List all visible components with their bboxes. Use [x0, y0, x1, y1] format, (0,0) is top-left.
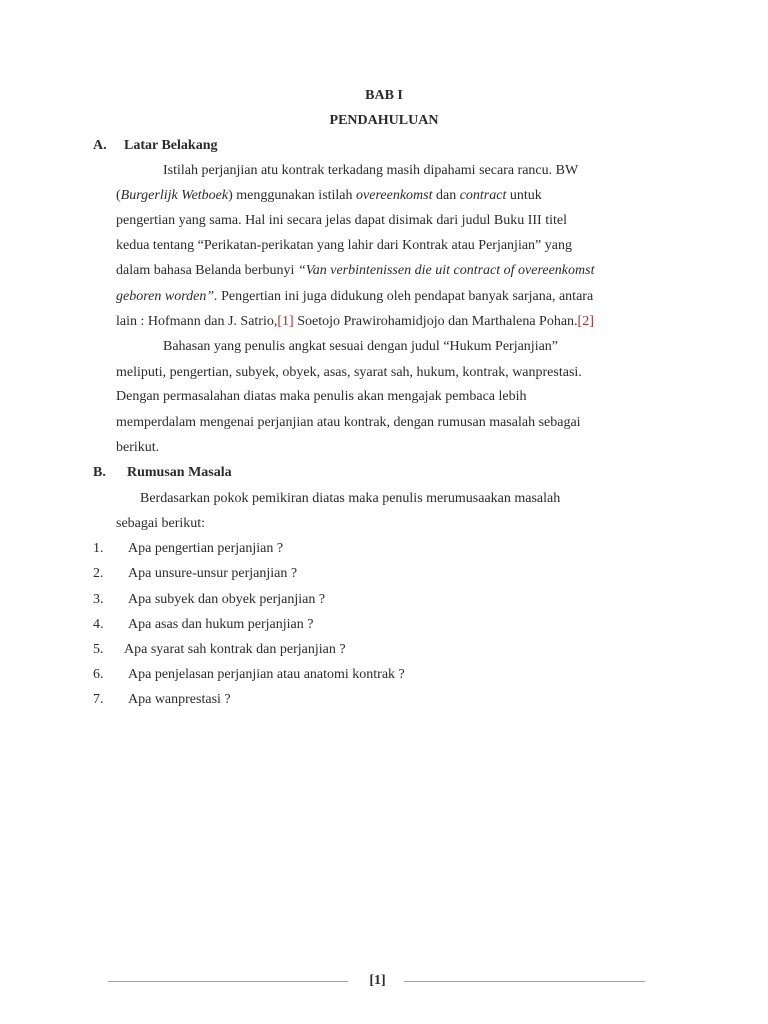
section-a-heading: Latar Belakang — [124, 138, 218, 153]
list-item-text: Apa penjelasan perjanjian atau anatomi kontrak ? — [128, 667, 405, 682]
footnote-ref-2[interactable]: [2] — [577, 314, 594, 329]
list-item-text: Apa unsure-unsur perjanjian ? — [128, 566, 298, 581]
list-item-number: 6. — [93, 667, 104, 682]
list-item-text: Apa asas dan hukum perjanjian ? — [128, 617, 314, 632]
page-number: [1] — [369, 973, 386, 988]
footnote-ref-1[interactable]: [1] — [277, 314, 294, 329]
list-item-text: Apa wanprestasi ? — [128, 692, 231, 707]
chapter-title: PENDAHULUAN — [329, 113, 439, 128]
list-item-number: 7. — [93, 692, 104, 707]
list-item-number: 3. — [93, 592, 104, 607]
text-fragment: Pengertian ini juga didukung oleh pendapat banyak sarjana, antara — [217, 289, 594, 304]
text-fragment: dan — [432, 188, 460, 203]
para-a2-line4: memperdalam mengenai perjanjian atau kontrak, dengan rumusan masalah sebagai — [116, 415, 581, 430]
para-a2-line3: Dengan permasalahan diatas maka penulis akan mengajak pembaca lebih — [116, 389, 527, 404]
para-a2-line2: meliputi, pengertian, subyek, obyek, asas, syarat sah, hukum, kontrak, wanprestasi. — [116, 365, 582, 380]
para-a1-line7 — [116, 314, 594, 330]
term-burgerlijk-wetboek: Burgerlijk Wetboek — [120, 188, 229, 203]
text-fragment: dalam bahasa Belanda berbunyi — [116, 263, 298, 278]
footer-rule-right — [404, 981, 645, 982]
dutch-quote-end: geboren worden”. — [116, 289, 218, 304]
term-contract: contract — [459, 188, 507, 203]
section-b-number: B. — [93, 465, 106, 480]
para-a1-line4: kedua tentang “Perikatan-perikatan yang lahir dari Kontrak atau Perjanjian” yang — [116, 238, 572, 253]
text-fragment: untuk — [506, 188, 542, 203]
list-item-number: 1. — [93, 541, 104, 556]
section-b-intro-line2: sebagai berikut: — [116, 516, 206, 531]
section-b-heading: Rumusan Masala — [127, 465, 232, 480]
term-overeenkomst: overeenkomst — [356, 188, 433, 203]
para-a2-line1: Bahasan yang penulis angkat sesuai dengan judul “Hukum Perjanjian” — [163, 339, 559, 354]
dutch-quote: “Van verbintenissen die uit contract of overeenkomst — [297, 263, 595, 278]
list-item-number: 4. — [93, 617, 104, 632]
paren-open: ( — [116, 188, 121, 203]
list-item-text: Apa pengertian perjanjian ? — [128, 541, 284, 556]
text-fragment: lain : Hofmann dan J. Satrio, — [116, 314, 278, 329]
para-a2-line5: berikut. — [116, 440, 160, 455]
text-fragment: ) menggunakan istilah — [228, 188, 357, 203]
list-item-text: Apa subyek dan obyek perjanjian ? — [128, 592, 326, 607]
list-item-text: Apa syarat sah kontrak dan perjanjian ? — [124, 642, 346, 657]
section-a-number: A. — [93, 138, 107, 153]
chapter-label: BAB I — [365, 88, 403, 103]
para-a1-line3: pengertian yang sama. Hal ini secara jelas dapat disimak dari judul Buku III titel — [116, 213, 567, 228]
list-item-number: 2. — [93, 566, 104, 581]
para-a1-line6 — [116, 289, 593, 305]
list-item-number: 5. — [93, 642, 104, 657]
para-a1-line2 — [116, 188, 542, 204]
para-a1-line5 — [116, 263, 594, 279]
text-fragment: Soetojo Prawirohamidjojo dan Marthalena Pohan. — [293, 314, 578, 329]
para-a1-line1: Istilah perjanjian atu kontrak terkadang masih dipahami secara rancu. BW — [163, 163, 579, 178]
section-b-intro-line1: Berdasarkan pokok pemikiran diatas maka penulis merumusaakan masalah — [140, 491, 561, 506]
